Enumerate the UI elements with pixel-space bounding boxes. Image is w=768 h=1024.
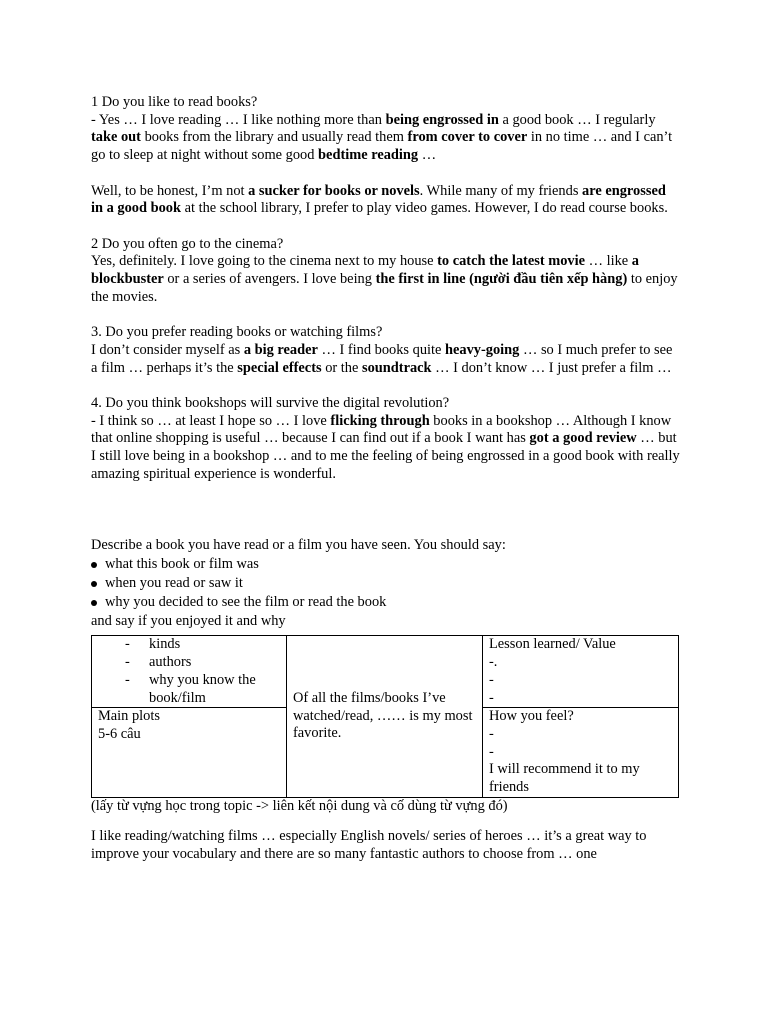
outline-cell-lesson: Lesson learned/ Value -. - -	[483, 636, 679, 708]
answer-2: Yes, definitely. I love going to the cinema next to my house to catch the latest movie … like a blockbuster or a series of avengers. I love being the first in line (người đầu tiên xếp hàng) to enjoy the movies.	[91, 253, 678, 305]
cue-bullet: what this book or film was	[91, 555, 681, 574]
intro-point: - authors	[125, 654, 192, 671]
document-body	[91, 94, 681, 864]
cue-bullet: why you decided to see the film or read the book	[91, 593, 681, 612]
intro-point: - kinds	[125, 636, 181, 653]
intro-points	[98, 636, 280, 707]
bullet-icon	[91, 581, 97, 587]
question-4: 4. Do you think bookshops will survive the digital revolution?	[91, 394, 450, 411]
answer-4: - I think so … at least I hope so … I love flicking through books in a bookshop … Although I know that online shopping is useful … because I can find out if a book I want has got a good review … but I still love being in a bookshop … and to me the feeling of being engrossed in a good book with really amazing spiritual experience is wonderful.	[91, 412, 680, 482]
outline-table	[91, 635, 679, 797]
bullet-icon	[91, 600, 97, 606]
outline-cell-plots: Main plots 5-6 câu	[92, 708, 287, 798]
cue-bullet: when you read or saw it	[91, 574, 681, 593]
cue-card-outro: and say if you enjoyed it and why	[91, 613, 286, 630]
outline-cell-intro	[92, 636, 287, 708]
cue-card-bullets	[91, 555, 681, 612]
cue-card-intro: Describe a book you have read or a film you have seen. You should say:	[91, 537, 506, 554]
bullet-icon	[91, 562, 97, 568]
outline-cell-feelings: How you feel? - - I will recommend it to my friends	[483, 708, 679, 798]
answer-1: - Yes … I love reading … I like nothing more than being engrossed in a good book … I regularly take out books from the library and usually read them from cover to cover in no time … and I can’t go to sleep at night without some good bedtime reading …	[91, 111, 673, 164]
closing-paragraph: I like reading/watching films … especially English novels/ series of heroes … it’s a great way to improve your vocabulary and there are so many fantastic authors to choose from … one	[91, 828, 647, 863]
answer-1-alternative: Well, to be honest, I’m not a sucker for books or novels. While many of my friends are engrossed in a good book at the school library, I prefer to play video games. However, I do read course books.	[91, 182, 668, 217]
question-2: 2 Do you often go to the cinema?	[91, 235, 284, 252]
intro-point: - why you know the book/film	[125, 671, 256, 706]
vocabulary-note: (lấy từ vựng học trong topic -> liên kết nội dung và cố dùng từ vựng đó)	[91, 797, 508, 814]
outline-cell-favorite: Of all the films/books I’ve watched/read, …… is my most favorite.	[287, 636, 483, 797]
question-1: 1 Do you like to read books?	[91, 94, 258, 110]
answer-3: I don’t consider myself as a big reader … I find books quite heavy-going … so I much prefer to see a film … perhaps it’s the special effects or the soundtrack … I don’t know … I just prefer a film …	[91, 341, 673, 376]
question-3: 3. Do you prefer reading books or watching films?	[91, 324, 383, 341]
